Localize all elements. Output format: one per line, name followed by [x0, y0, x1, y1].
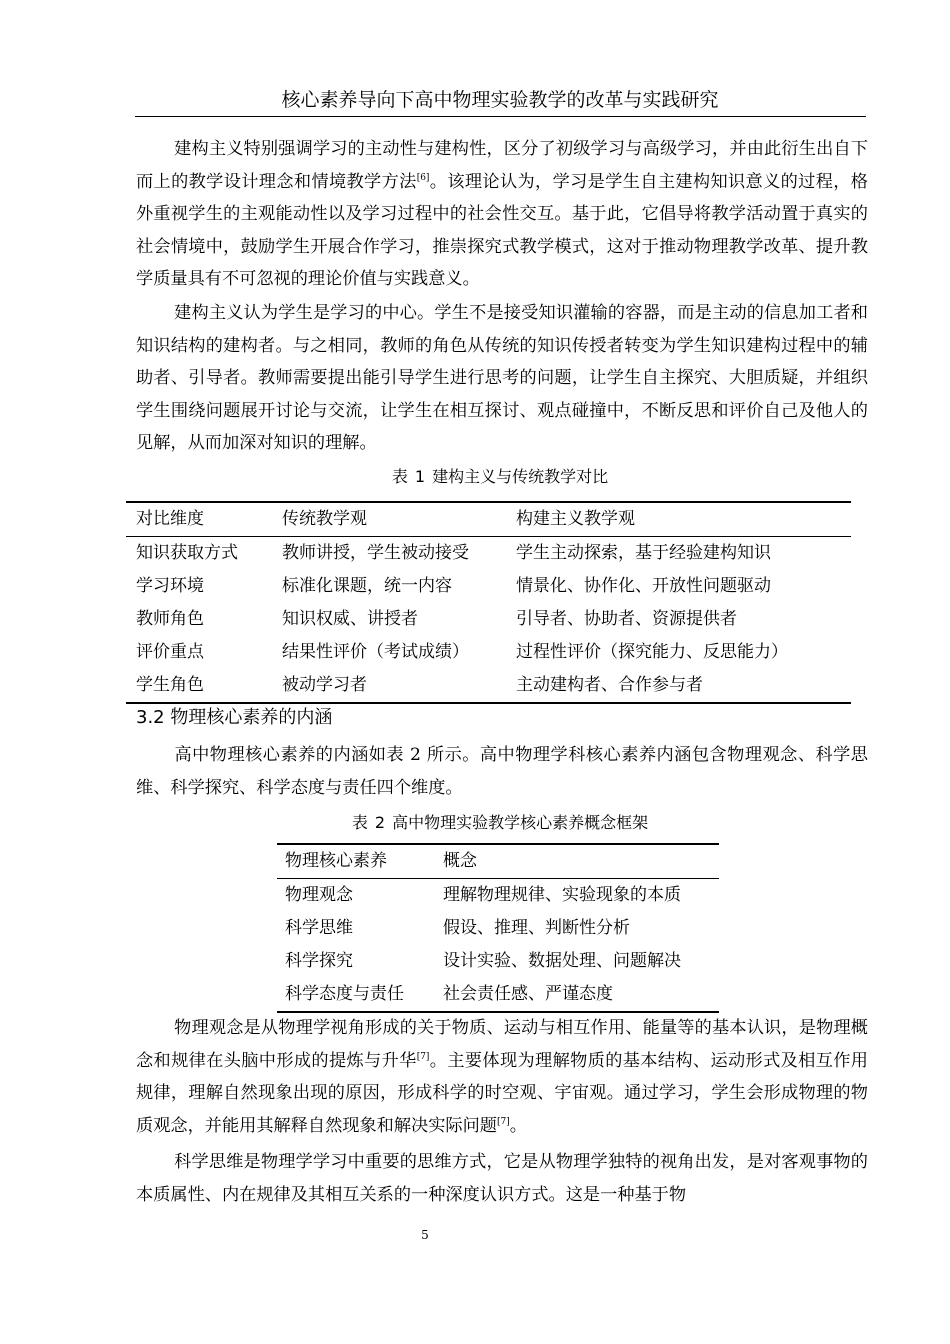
table-row	[126, 603, 851, 636]
citation: [7]	[416, 1051, 430, 1062]
table-row	[126, 570, 851, 603]
paragraph-2	[136, 297, 868, 460]
running-head: 核心素养导向下高中物理实验教学的改革与实践研究	[281, 89, 719, 111]
table-row	[126, 669, 851, 703]
table-cell: 教师讲授，学生被动接受	[282, 543, 469, 563]
citation: [7]	[496, 1116, 510, 1127]
table-header-cell: 对比维度	[126, 502, 282, 537]
table-row	[277, 978, 719, 1012]
paragraph-4-text: 物理观念是从物理学视角形成的关于物质、运动与相互作用、能量等的基本认识，是物理概念和规律在头脑中形成的提炼与升华	[136, 1018, 868, 1071]
table-cell: 物理观念	[285, 885, 353, 905]
table-cell: 知识权威、讲授者	[282, 609, 418, 629]
table-cell: 设计实验、数据处理、问题解决	[443, 951, 681, 971]
caption-text: 建构主义与传统教学对比	[432, 467, 609, 486]
citation: [6]	[416, 172, 430, 183]
table-cell: 标准化课题，统一内容	[282, 576, 452, 596]
table-cell: 科学探究	[285, 951, 353, 971]
table-cell: 结果性评价（考试成绩）	[282, 642, 469, 662]
paragraph-3-text: 高中物理核心素养的内涵如表 2 所示。高中物理学科核心素养内涵包含物理观念、科学思维、科学探究、科学态度与责任四个维度。	[136, 745, 868, 798]
table-2-caption	[135, 812, 865, 834]
table-row	[277, 912, 719, 945]
caption-prefix: 表	[391, 467, 408, 486]
paragraph-2-text: 建构主义认为学生是学习的中心。学生不是接受知识灌输的容器，而是主动的信息加工者和知识结构的建构者。与之相同，教师的角色从传统的知识传授者转变为学生知识建构过程中的辅助者、引导者。教师需要提出能引导学生进行思考的问题，让学生自主探究、大胆质疑，并组织学生围绕问题展开讨论与交流，让学生在相互探讨、观点碰撞中，不断反思和评价自己及他人的见解，从而加深对知识的理解。	[136, 303, 868, 454]
table-cell: 理解物理规律、实验现象的本质	[443, 885, 681, 905]
table-cell: 知识获取方式	[136, 543, 238, 563]
table-cell: 过程性评价（探究能力、反思能力）	[516, 642, 788, 662]
paragraph-4-text-cont: 。主要体现为理解物质的基本结构、运动形式及相互作用规律，理解自然现象出现的原因，形成科学的时空观、宇宙观。通过学习，学生会形成物理的物质观念，并能用其解释自然现象和解决实际问题	[136, 1050, 868, 1136]
table-cell: 社会责任感、严谨态度	[443, 984, 613, 1004]
table-row	[277, 945, 719, 978]
paragraph-1	[136, 133, 868, 296]
table-cell: 教师角色	[136, 609, 204, 629]
page-number: 5	[421, 1228, 429, 1242]
header-rule	[135, 116, 866, 117]
paragraph-5-text: 科学思维是物理学学习中重要的思维方式，它是从物理学独特的视角出发，是对客观事物的本质属性、内在规律及其相互关系的一种深度认识方式。这是一种基于物	[136, 1152, 868, 1205]
table-cell: 假设、推理、判断性分析	[443, 918, 630, 938]
table-1-caption	[135, 466, 865, 488]
section-heading: 3.2 物理核心素养的内涵	[136, 707, 333, 728]
table-cell: 被动学习者	[282, 675, 367, 695]
paragraph-1-text: 建构主义特别强调学习的主动性与建构性，区分了初级学习与高级学习，并由此衍生出自下而上的教学设计理念和情境教学方法	[136, 139, 868, 192]
paragraph-1-text-cont: 。该理论认为，学习是学生自主建构知识意义的过程，格外重视学生的主观能动性以及学习过程中的社会性交互。基于此，它倡导将教学活动置于真实的社会情境中，鼓励学生开展合作学习，推崇探究式教学模式，这对于推动物理教学改革、提升教学质量具有不可忽视的理论价值与实践意义。	[136, 171, 868, 290]
table-cell: 评价重点	[136, 642, 204, 662]
table-cell: 主动建构者、合作参与者	[516, 675, 703, 695]
paragraph-4	[136, 1012, 868, 1142]
table-cell: 学生角色	[136, 675, 204, 695]
table-2	[277, 843, 719, 1013]
table-cell: 学习环境	[136, 576, 204, 596]
caption-prefix: 表	[351, 813, 368, 832]
table-header-cell: 传统教学观	[282, 502, 516, 537]
paragraph-3	[136, 739, 868, 804]
table-cell: 情景化、协作化、开放性问题驱动	[516, 576, 771, 596]
table-cell: 引导者、协助者、资源提供者	[516, 609, 737, 629]
caption-number: 2	[374, 813, 386, 832]
table-row	[126, 537, 851, 571]
paragraph-4-text-end: 。	[509, 1115, 527, 1136]
table-cell: 科学思维	[285, 918, 353, 938]
table-header-cell: 构建主义教学观	[516, 502, 851, 537]
table-header-cell: 概念	[443, 844, 719, 879]
caption-number: 1	[414, 467, 426, 486]
table-row	[126, 636, 851, 669]
table-row	[277, 879, 719, 913]
table-header-cell: 物理核心素养	[277, 844, 443, 879]
table-cell: 科学态度与责任	[285, 984, 404, 1004]
table-header-row	[126, 502, 851, 537]
table-1	[126, 501, 851, 704]
caption-text: 高中物理实验教学核心素养概念框架	[392, 813, 649, 832]
paragraph-5	[136, 1146, 868, 1211]
table-cell: 学生主动探索，基于经验建构知识	[516, 543, 771, 563]
table-header-row	[277, 844, 719, 879]
